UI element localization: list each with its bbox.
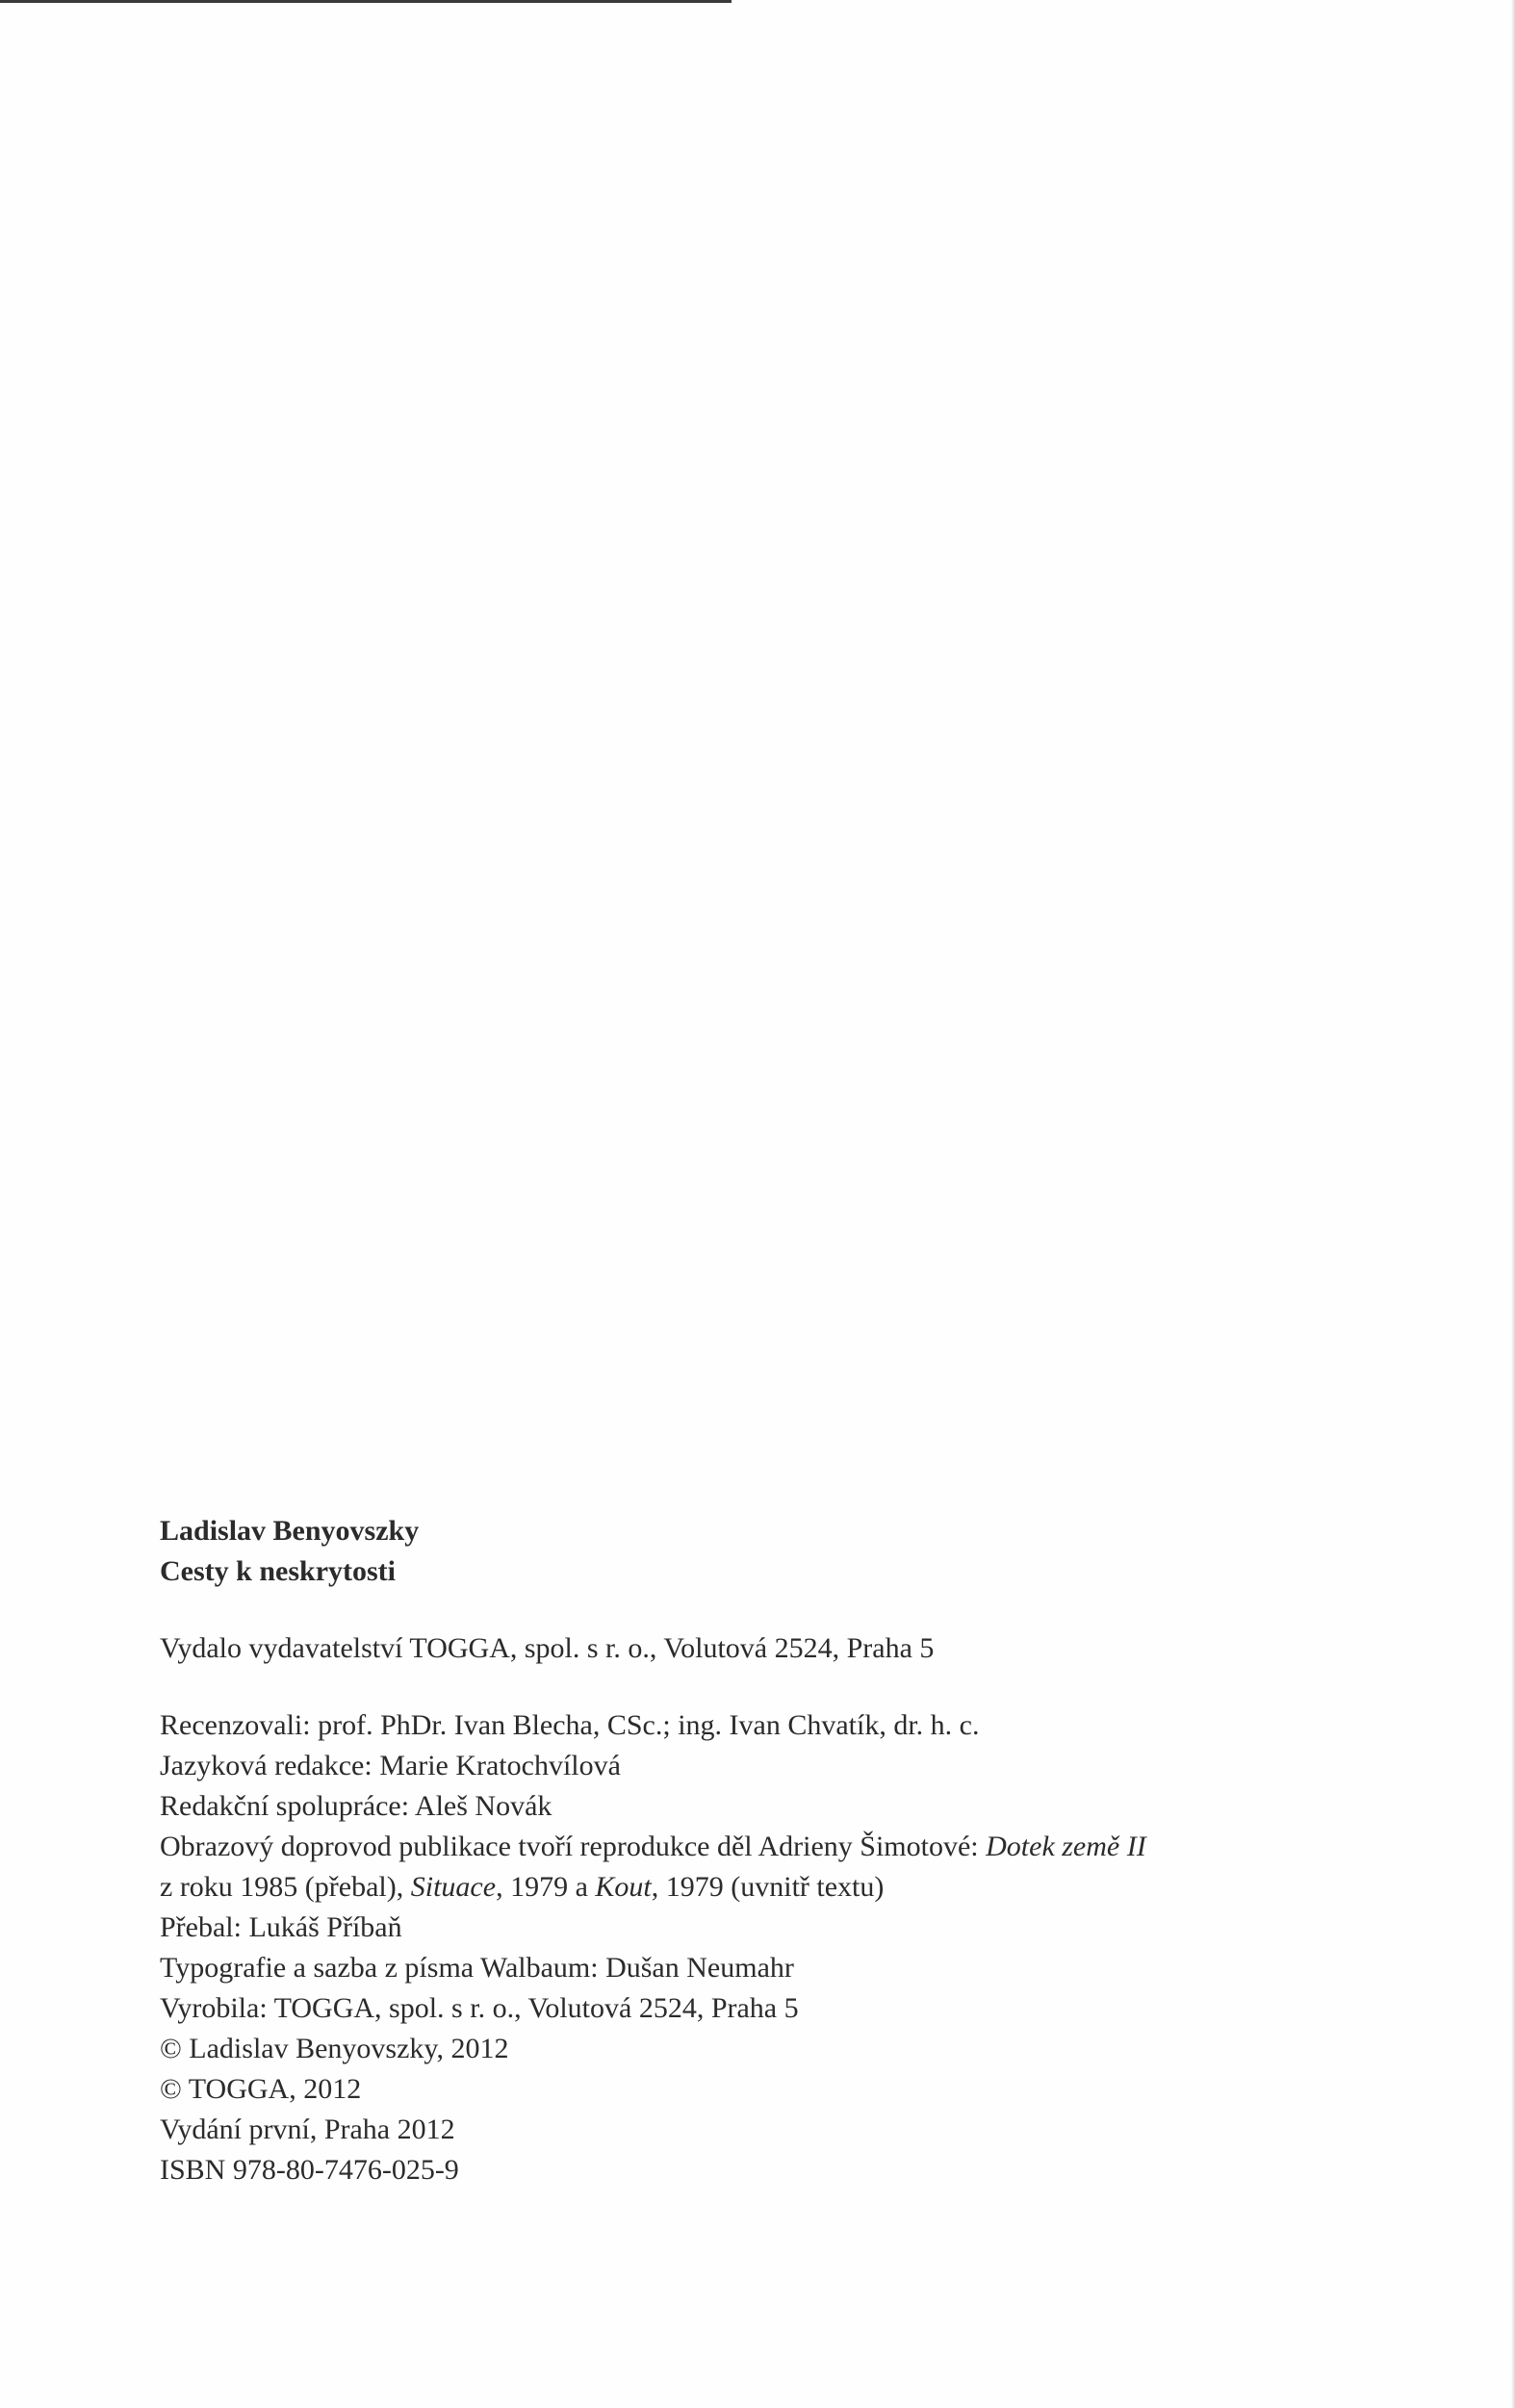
language-editor-line: Jazyková redakce: Marie Kratochvílová — [160, 1750, 621, 1781]
producer-line: Vyrobila: TOGGA, spol. s r. o., Volutová 2524, Praha 5 — [160, 1992, 799, 2024]
images-line-2-text-c: , 1979 (uvnitř textu) — [651, 1871, 885, 1903]
page-right-edge — [1511, 0, 1515, 2408]
imprint-block — [160, 1511, 1373, 2190]
artwork-title: Dotek země II — [986, 1831, 1146, 1862]
isbn-line: ISBN 978-80-7476-025-9 — [160, 2154, 459, 2186]
typography-line: Typografie a sazba z písma Walbaum: Dušan Neumahr — [160, 1952, 794, 1984]
editorial-line: Redakční spolupráce: Aleš Novák — [160, 1790, 552, 1822]
publisher-line: Vydalo vydavatelství TOGGA, spol. s r. o., Volutová 2524, Praha 5 — [160, 1632, 935, 1664]
images-line-1 — [160, 1827, 1373, 1867]
page-top-edge — [0, 0, 732, 3]
spacer — [160, 1592, 1373, 1628]
cover-line: Přebal: Lukáš Příbaň — [160, 1911, 402, 1943]
copyright-publisher-line: © TOGGA, 2012 — [160, 2073, 362, 2105]
book-title: Cesty k neskrytosti — [160, 1555, 396, 1587]
images-line-1-text: Obrazový doprovod publikace tvoří reprodukce děl Adrieny Šimotové: — [160, 1831, 987, 1862]
artwork-title: Situace — [410, 1871, 497, 1903]
images-line-2 — [160, 1867, 1373, 1908]
spacer — [160, 1669, 1373, 1705]
artwork-title: Kout — [595, 1871, 652, 1903]
reviewers-line: Recenzovali: prof. PhDr. Ivan Blecha, CSc.; ing. Ivan Chvatík, dr. h. c. — [160, 1709, 980, 1741]
author-name: Ladislav Benyovszky — [160, 1515, 420, 1547]
images-line-2-text-a: z roku 1985 (přebal), — [160, 1871, 411, 1903]
images-line-2-text-b: , 1979 a — [496, 1871, 596, 1903]
copyright-author-line: © Ladislav Benyovszky, 2012 — [160, 2033, 509, 2064]
edition-line: Vydání první, Praha 2012 — [160, 2113, 455, 2145]
